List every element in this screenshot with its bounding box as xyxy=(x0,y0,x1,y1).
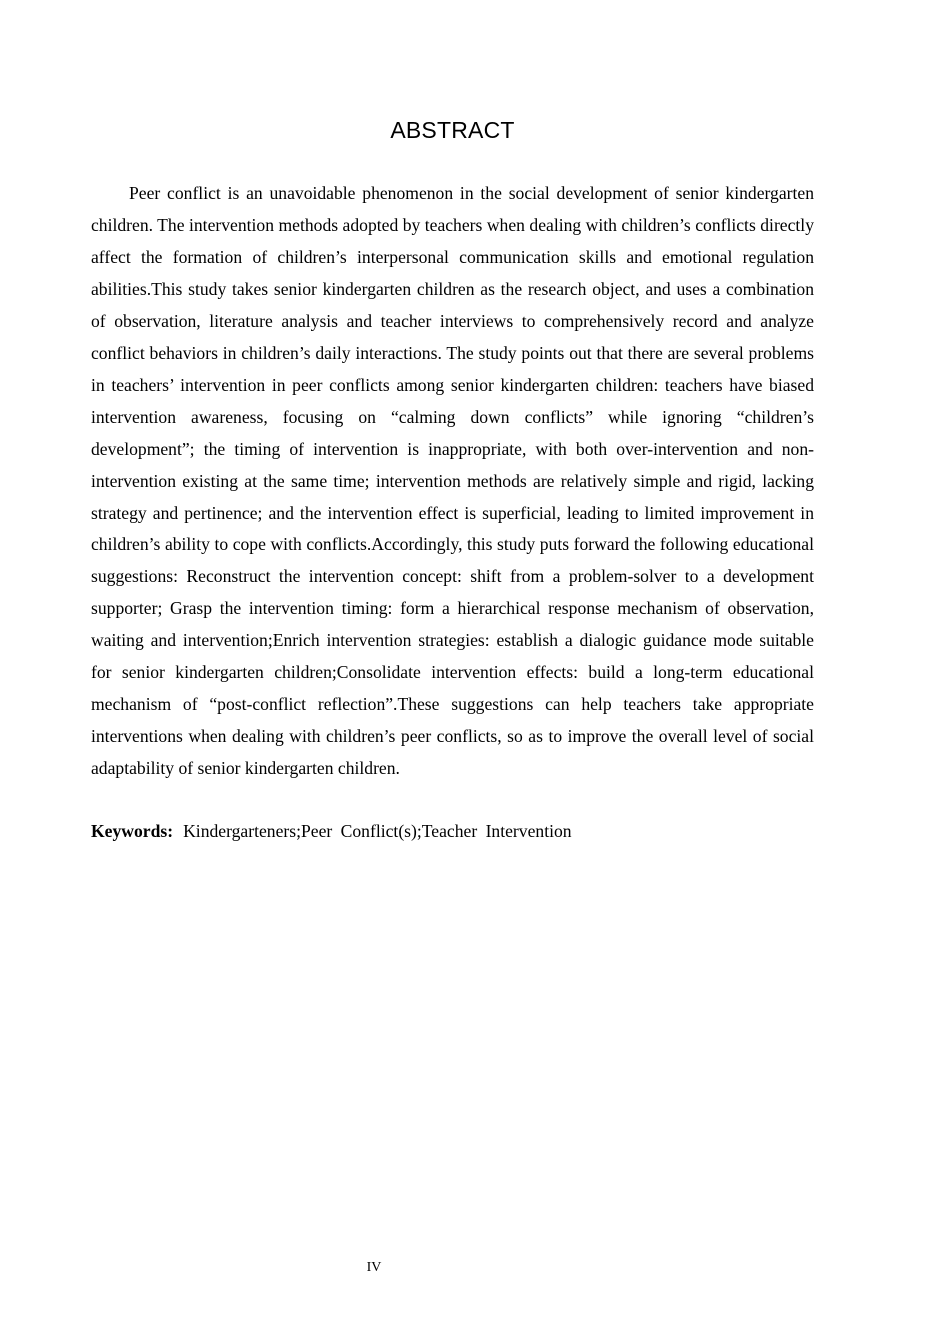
keywords-line xyxy=(91,816,814,848)
keywords-text: Kindergarteners;Peer Conflict(s);Teacher Intervention xyxy=(183,821,572,841)
abstract-body: Peer conflict is an unavoidable phenomenon in the social development of senior kindergarten children. The intervention methods adopted by teachers when dealing with children’s conflicts directly affect the formation of children’s interpersonal communication skills and emotional regulation abilities.This study takes senior kindergarten children as the research object, and uses a combination of observation, literature analysis and teacher interviews to comprehensively record and analyze conflict behaviors in children’s daily interactions. The study points out that there are several problems in teachers’ intervention in peer conflicts among senior kindergarten children: teachers have biased intervention awareness, focusing on “calming down conflicts” while ignoring “children’s development”; the timing of intervention is inappropriate, with both over-intervention and non-intervention existing at the same time; intervention methods are relatively simple and rigid, lacking strategy and pertinence; and the intervention effect is superficial, leading to limited improvement in children’s ability to cope with conflicts.Accordingly, this study puts forward the following educational suggestions: Reconstruct the intervention concept: shift from a problem-solver to a development supporter; Grasp the intervention timing: form a hierarchical response mechanism of observation, waiting and intervention;Enrich intervention strategies: establish a dialogic guidance mode suitable for senior kindergarten children;Consolidate intervention effects: build a long-term educational mechanism of “post-conflict reflection”.These suggestions can help teachers take appropriate interventions when dealing with children’s peer conflicts, so as to improve the overall level of social adaptability of senior kindergarten children. xyxy=(91,183,814,779)
page-number: IV xyxy=(366,1260,382,1275)
keywords-label: Keywords: xyxy=(91,821,174,841)
page-title: ABSTRACT xyxy=(390,117,515,143)
